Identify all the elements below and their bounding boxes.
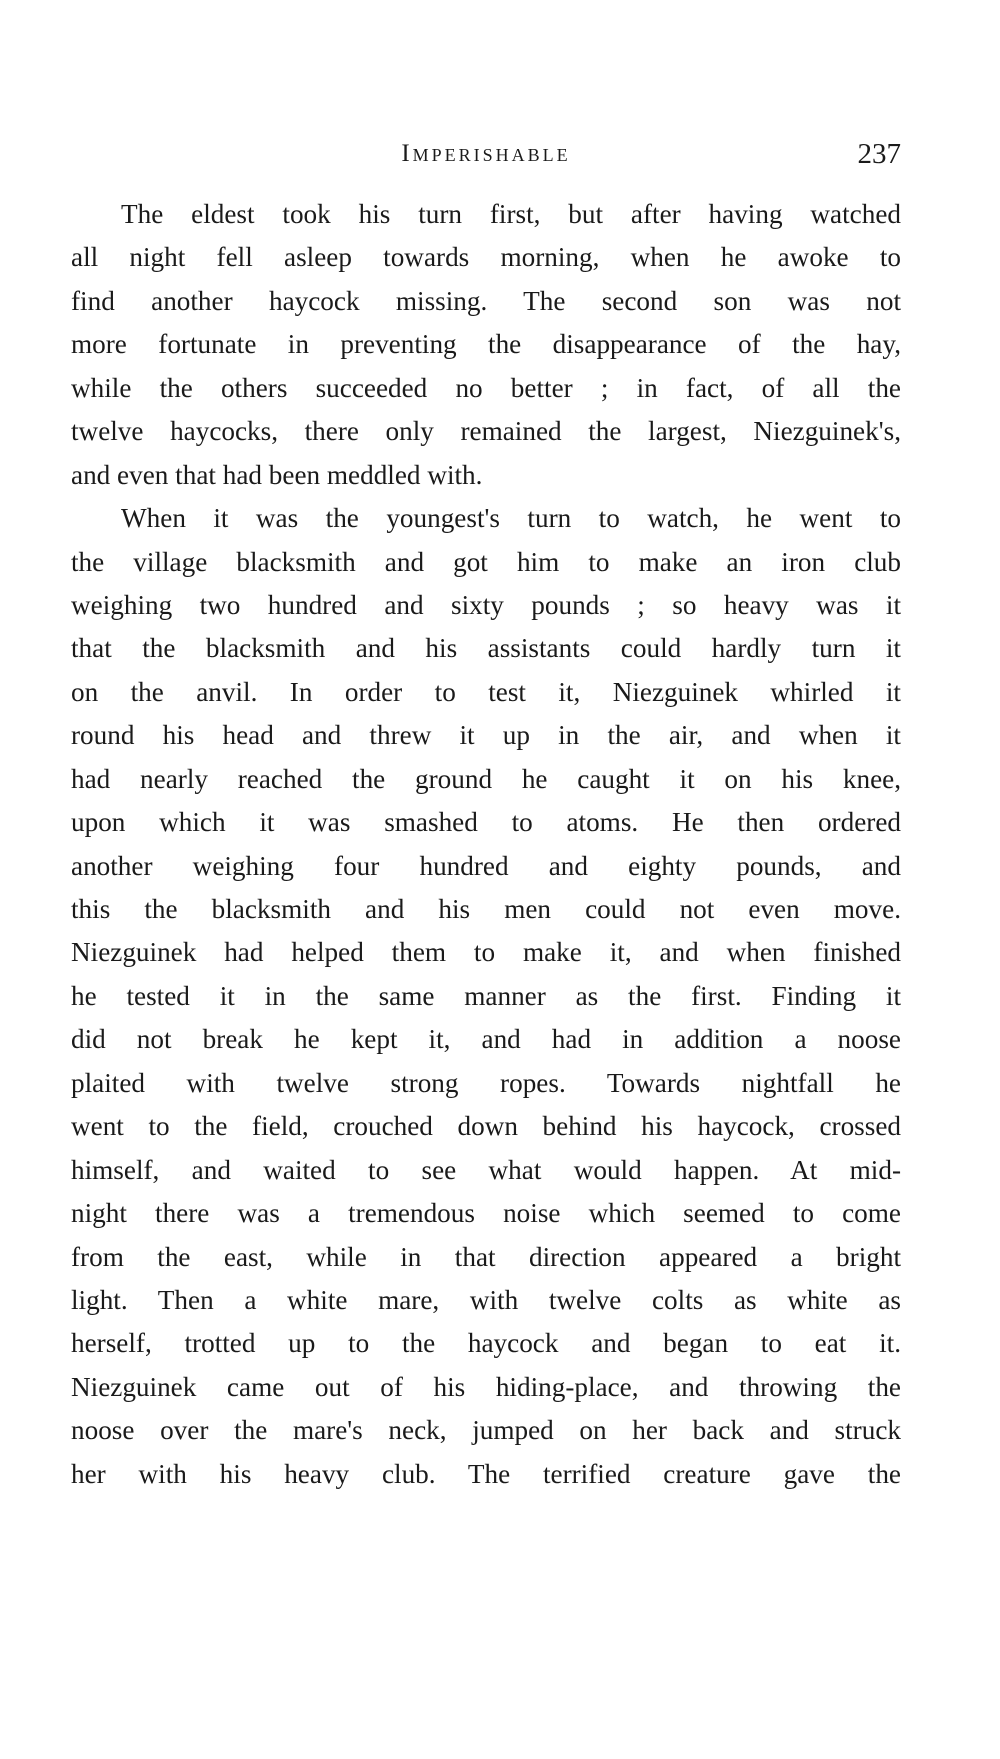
text-line: noose over the mare's neck, jumped on her back and struck	[71, 1415, 901, 1446]
page-number: 237	[857, 138, 901, 170]
text-line: all night fell asleep towards morning, when he awoke to	[71, 242, 901, 273]
text-line: on the anvil. In order to test it, Niezguinek whirled it	[71, 676, 901, 707]
text-line: The eldest took his turn first, but after having watched	[121, 199, 901, 229]
text-line: night there was a tremendous noise which seemed to come	[71, 1198, 901, 1229]
text-line: that the blacksmith and his assistants could hardly turn it	[71, 633, 901, 664]
body-text	[71, 193, 901, 1496]
text-line: the village blacksmith and got him to make an iron club	[71, 546, 901, 577]
text-line: find another haycock missing. The second son was not	[71, 285, 901, 316]
paragraph-1	[71, 193, 901, 497]
text-line: light. Then a white mare, with twelve colts as white as	[71, 1284, 901, 1315]
text-line: did not break he kept it, and had in addition a noose	[71, 1024, 901, 1055]
text-line: more fortunate in preventing the disappearance of the hay,	[71, 329, 901, 360]
text-line: When it was the youngest's turn to watch, he went to	[121, 503, 901, 534]
text-line: weighing two hundred and sixty pounds ; so heavy was it	[71, 589, 901, 620]
paragraph-2	[71, 497, 901, 1496]
text-line: and even that had been meddled with.	[71, 459, 483, 490]
text-line: went to the field, crouched down behind his haycock, crossed	[71, 1111, 901, 1142]
text-line: himself, and waited to see what would happen. At mid-	[71, 1154, 901, 1185]
text-line: twelve haycocks, there only remained the largest, Niezguinek's,	[71, 416, 901, 447]
text-line: had nearly reached the ground he caught it on his knee,	[71, 763, 901, 794]
text-line: Niezguinek had helped them to make it, and when finished	[71, 937, 901, 968]
text-line: her with his heavy club. The terrified creature gave the	[71, 1458, 901, 1489]
text-line: herself, trotted up to the haycock and began to eat it.	[71, 1328, 901, 1359]
text-line: he tested it in the same manner as the first. Finding it	[71, 980, 901, 1011]
text-line: upon which it was smashed to atoms. He then ordered	[71, 807, 901, 838]
text-line: plaited with twelve strong ropes. Towards nightfall he	[71, 1067, 901, 1098]
text-line: Niezguinek came out of his hiding-place, and throwing the	[71, 1371, 901, 1402]
running-head	[71, 134, 901, 174]
text-line: this the blacksmith and his men could not even move.	[71, 894, 901, 924]
text-line: round his head and threw it up in the air, and when it	[71, 720, 901, 751]
text-line: while the others succeeded no better ; in fact, of all the	[71, 372, 901, 403]
text-line: another weighing four hundred and eighty pounds, and	[71, 850, 901, 881]
running-title: Imperishable	[401, 140, 571, 167]
text-line: from the east, while in that direction appeared a bright	[71, 1241, 901, 1272]
